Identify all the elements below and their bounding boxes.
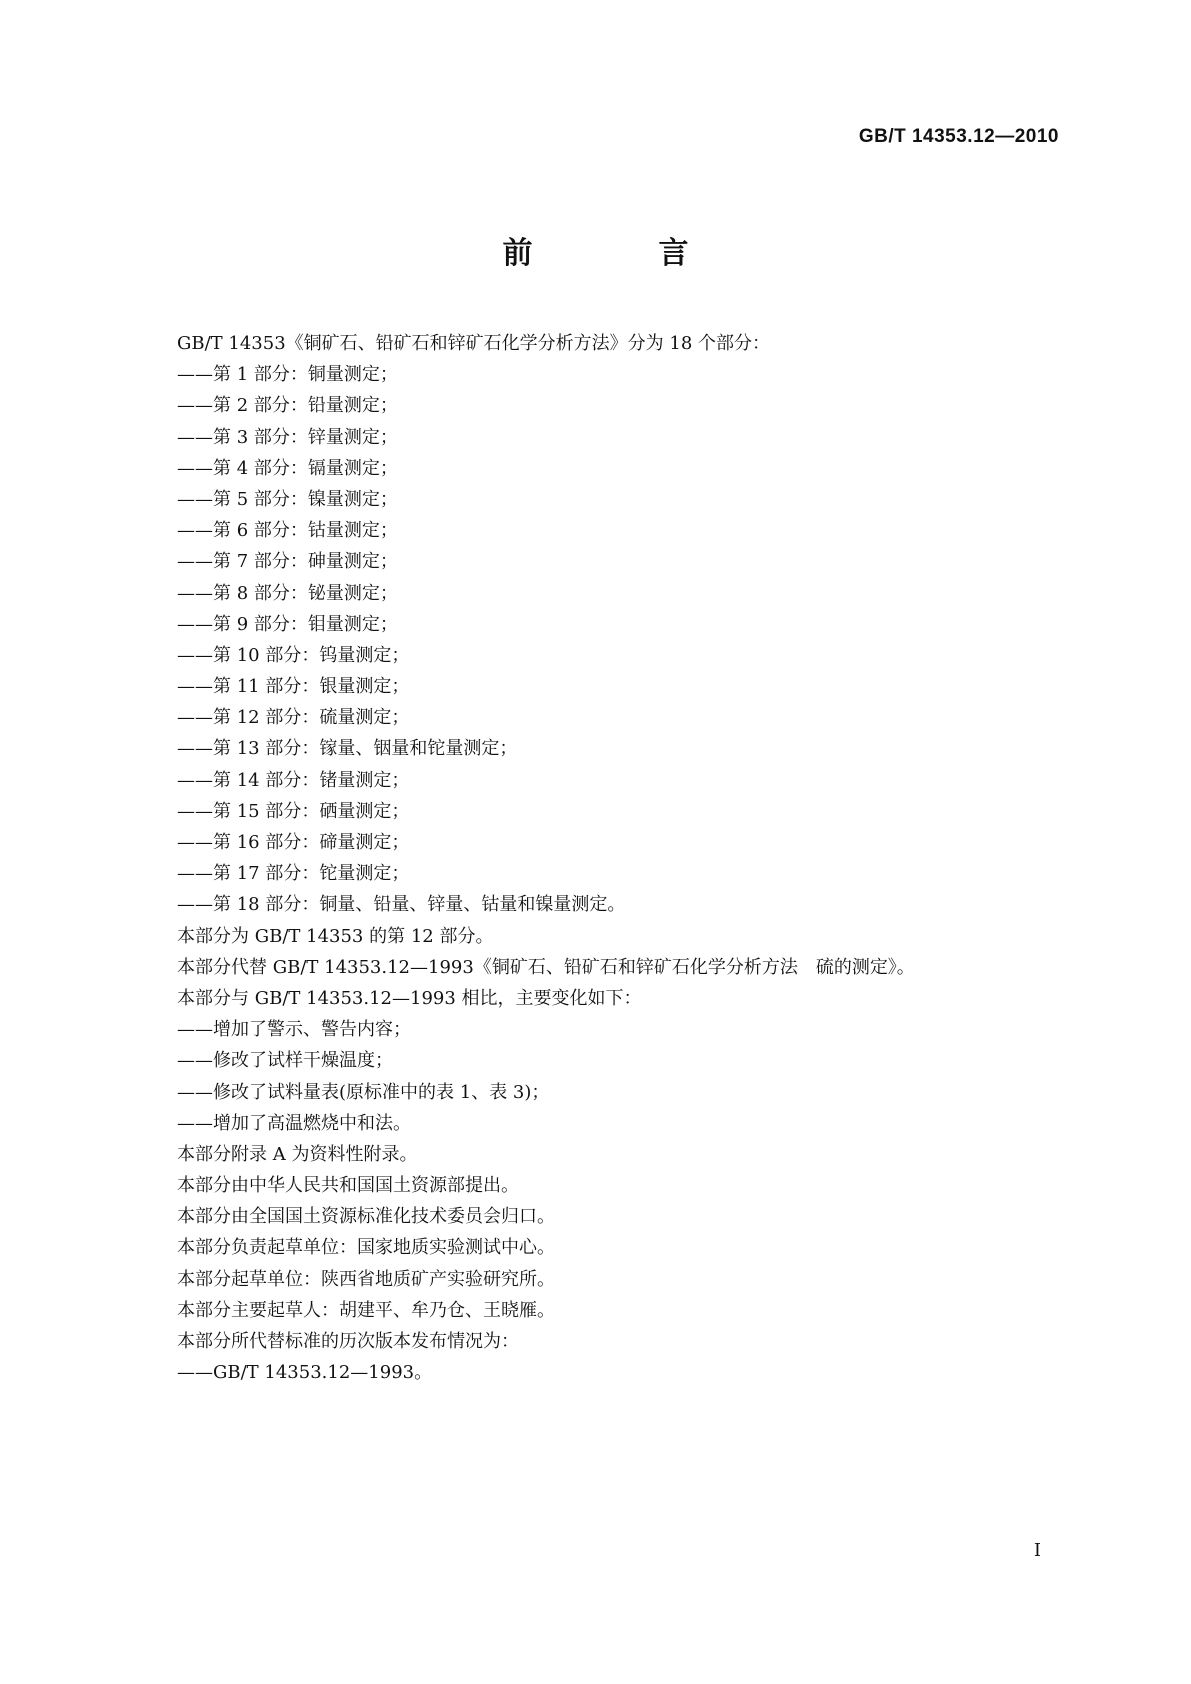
text-line: ——修改了试样干燥温度； [177,1050,393,1072]
text-line: ——第 11 部分：银量测定； [177,676,410,698]
text-line: ——第 10 部分：钨量测定； [177,644,410,666]
text-line: ——第 4 部分：镉量测定； [177,457,398,479]
text-line: ——第 14 部分：锗量测定； [177,769,410,791]
text-line: ——增加了高温燃烧中和法。 [177,1112,411,1134]
text-line: ——第 12 部分：硫量测定； [177,707,410,729]
text-line: ——增加了警示、警告内容； [177,1019,411,1041]
page-number: I [1033,1540,1041,1561]
page-title: 前 言 [502,236,737,271]
text-line: 本部分由全国国土资源标准化技术委员会归口。 [177,1206,555,1228]
text-line: GB/T 14353《铜矿石、铅矿石和锌矿石化学分析方法》分为 18 个部分： [177,333,771,354]
text-line: ——第 13 部分：镓量、铟量和铊量测定； [177,738,518,760]
text-line: 本部分主要起草人：胡建平、牟乃仓、王晓雁。 [177,1299,555,1321]
text-line: 本部分所代替标准的历次版本发布情况为： [177,1331,519,1352]
text-line: ——第 18 部分：铜量、铅量、锌量、钴量和镍量测定。 [177,894,626,916]
text-line: ——修改了试料量表(原标准中的表 1、表 3)； [177,1081,550,1103]
text-line: ——第 8 部分：铋量测定； [177,582,398,604]
text-line: 本部分与 GB/T 14353.12—1993 相比，主要变化如下： [177,987,642,1009]
text-line: ——第 17 部分：铊量测定； [177,863,410,885]
text-line: ——第 15 部分：硒量测定； [177,800,410,822]
text-line: 本部分附录 A 为资料性附录。 [177,1143,418,1165]
text-line: ——第 2 部分：铅量测定； [177,395,398,417]
text-line: ——第 16 部分：碲量测定； [177,832,410,853]
text-line: ——第 7 部分：砷量测定； [177,551,398,573]
text-line: 本部分由中华人民共和国国土资源部提出。 [177,1175,519,1197]
text-line: 本部分代替 GB/T 14353.12—1993《铜矿石、铅矿石和锌矿石化学分析方法 硫的测定》。 [177,956,915,978]
text-line: ——第 5 部分：镍量测定； [177,488,398,510]
text-line: ——第 9 部分：钼量测定； [177,613,398,635]
text-line: 本部分负责起草单位：国家地质实验测试中心。 [177,1237,555,1259]
text-line: ——第 6 部分：钴量测定； [177,520,398,542]
text-line: 本部分起草单位：陕西省地质矿产实验研究所。 [177,1268,555,1290]
foreword-body [177,328,1077,1388]
text-line: ——第 3 部分：锌量测定； [177,426,398,448]
text-line: 本部分为 GB/T 14353 的第 12 部分。 [177,925,494,947]
text-line: ——GB/T 14353.12—1993。 [177,1362,433,1384]
standard-code: GB/T 14353.12—2010 [858,126,1059,147]
text-line: ——第 1 部分：铜量测定； [177,364,398,386]
